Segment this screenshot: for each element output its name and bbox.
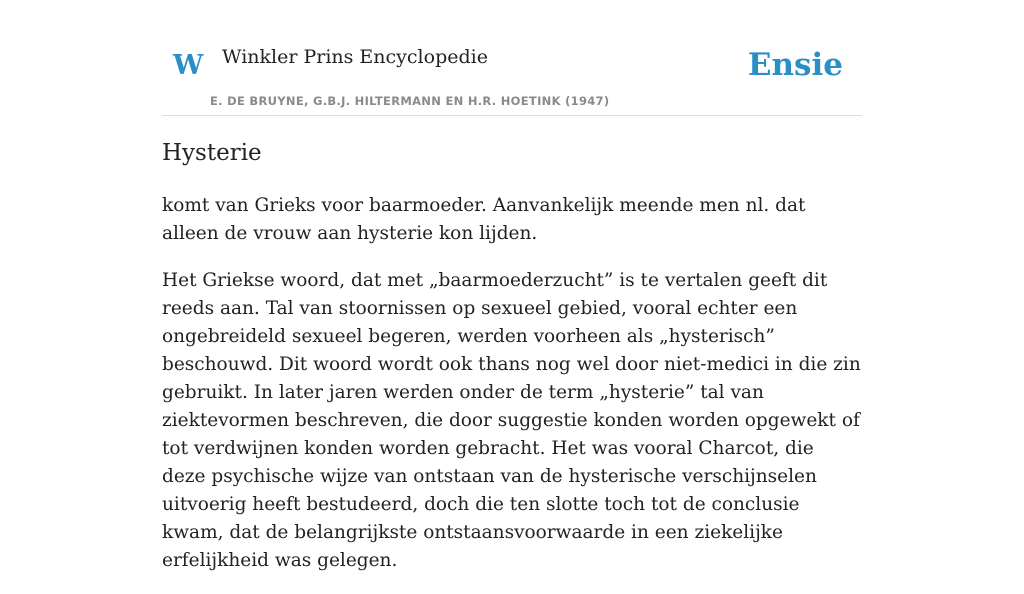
article-body bbox=[162, 192, 862, 594]
article-paragraph: Het Griekse woord, dat met „baarmoederzucht” is te vertalen geeft dit reeds aan. Tal van stoornissen op sexueel gebied, vooral echter een ongebreideld sexueel begeren, werden voorheen als „hysterisch” beschouwd. Dit woord wordt ook thans nog wel door niet-medici in die zin gebruikt. In later jaren werden onder de term „hysterie” tal van ziektevormen beschreven, die door suggestie konden worden opgewekt of tot verdwijnen konden worden gebracht. Het was vooral Charcot, die deze psychische wijze van ontstaan van de hysterische verschijnselen uitvoerig heeft bestudeerd, doch die ten slotte toch tot de conclusie kwam, dat de belangrijkste ontstaansvoorwaarde in een ziekelijke erfelijkheid was gelegen. bbox=[162, 270, 861, 571]
article-title: Hysterie bbox=[162, 140, 262, 166]
source-title[interactable]: Winkler Prins Encyclopedie bbox=[222, 46, 488, 68]
ensie-logo-link[interactable]: Ensie bbox=[747, 47, 843, 83]
source-logo: W bbox=[173, 50, 204, 81]
source-header bbox=[162, 38, 862, 116]
article-paragraph: komt van Grieks voor baarmoeder. Aanvankelijk meende men nl. dat alleen de vrouw aan hysterie kon lijden. bbox=[162, 195, 806, 244]
source-authors: E. DE BRUYNE, G.B.J. HILTERMANN EN H.R. HOETINK (1947) bbox=[210, 94, 610, 108]
